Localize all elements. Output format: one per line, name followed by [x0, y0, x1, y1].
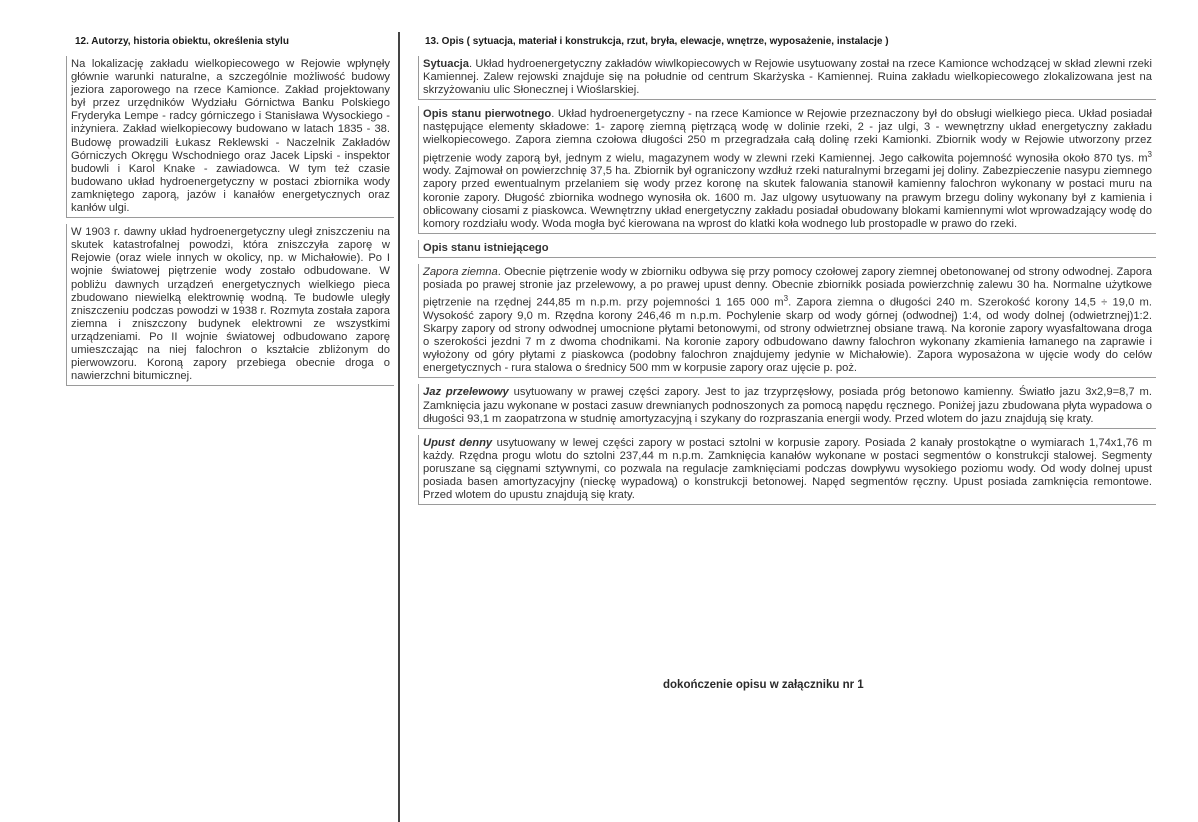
original-state-label: Opis stanu pierwotnego — [423, 108, 552, 121]
existing-state-label-box — [418, 240, 1156, 258]
earth-dam-text-a: . Obecnie piętrzenie wody w zbiorniku odbywa się przy pomocy czołowej zapory ziemnej obetonowanej od strony odwodnej. Zapora posiada po prawej stronie jaz przelewowy, a po prawej upust denny. Obecnie zbiornikk posiada powierzchnię zalewu 30 ha. Normalne użytkowe piętrzenie na rzędnej 244,85 m n.p.m. przy pojemności 1 165 000 m — [423, 265, 1152, 309]
bottom-outlet-label: Upust denny — [423, 436, 493, 449]
situation-text: . Układ hydroenergetyczny zakładów wiwlkopiecowych w Rejowie usytuowany został na rzece Kamionce wchodzącej w skład zlewni rzeki Kamiennej. Zalew rejowski znajduje się na południe od centrum Skarżyska - Kamiennej. Ruina zakładu wielkopiecowego zlokalizowana jest na skrzyżowaniu ulic Słonecznej i Wioślarskiej. — [423, 58, 1152, 97]
section-12-body — [66, 56, 394, 386]
spillway-paragraph — [418, 384, 1156, 428]
original-state-text-b: wody. Zajmował on powierzchnię 37,5 ha. Zbiornik był ograniczony wzdłuż rzeki naturalnymi brzegami jej doliny. Zabezpieczenie nasypu ziemnego zapory przed ewentualnym przelaniem się wody przez koronę na skutek falowania stanowił kamienny falochron wykonany w postaci muru na koronie zapory. Długość zbiornika wodnego wynosiła ok. 1600 m. Jaz ulgowy usytuowany na prawym brzegu doliny wykonany był z kamienia i obłicowany ciosami z piaskowca. Wewnętrzny układ energetyczny zakładu posiadał obudowany blokami kamiennymi wlot wprowadzający wodę do komory rozdziału wody. Woda mogła być kierowana na wprost do klatki koła wodnego lub prostopadle w prawo do rzeki. — [423, 165, 1152, 230]
earth-dam-superscript: 3 — [783, 294, 789, 304]
situation-paragraph — [418, 56, 1156, 100]
history-paragraph-1: Na lokalizację zakładu wielkopiecowego w Rejowie wpłynęły głównie warunki naturalne, a szczególnie możliwość budowy jeziora zaporowego na rzece Kamionce. Zakład projektowany był przez urzędników Wydziału Górnictwa Banku Polskiego Fryderyka Lempe - radcy górniczego i Stanisława Wysockiego - inżyniera. Zakład wielkopiecowy budowano w latach 1835 - 38. Budowę prowadzili Łukasz Reklewski - Naczelnik Zakładów Górniczych Okręgu Wschodniego oraz Jacek Lipski - inspektor budowli i Karol Knake - zawiadowca. W tym też czasie budowano układ hydroenergetyczny w postaci zbiornika wody zamkniętego zaporą, jazów i kanałów energetycznych oraz kanłów ulgi. — [66, 56, 394, 218]
original-state-text-a: . Układ hydroenergetyczny - na rzece Kamionce w Rejowie przeznaczony był do obsługi wielkiego pieca. Układ posiadał następujące elementy składowe: 1- zaporę ziemną piętrzącą wodę w dolinie rzeki, 2 - jaz ulgi, 3 - wewnętrzny układ energetyczny zakładu wielkopiecowego. Zapora ziemna czołowa długości 250 m przegradzała całą dolinę rzeki Kamionki. Zbiornik wody w Rejowie utworzony przez piętrzenie wody zaporą był, jednym z wielu, magazynem wody w zlewni rzeki Kamiennej. Jego całkowita pojemność wynosiła około 870 tys. m — [423, 108, 1152, 165]
spillway-text: usytuowany w prawej części zapory. Jest to jaz trzyprzęsłowy, posiada próg betonowo kamienny. Światło jazu 3x2,9=8,7 m. Zamknięcia jazu wykonane w postaci zasuw drewnianych podnoszonych za pomocą napędu ręcznego. Poniżej jazu zbudowana płyta wypadowa o długości 93,1 m zaopatrzona w studnię amortyzacyjną i szykany do rozpraszania energii wody. Przed wlotem do jazu znajdują się kraty. — [423, 386, 1152, 425]
situation-label: Sytuacja — [423, 58, 470, 70]
original-state-superscript: 3 — [1147, 149, 1152, 159]
bottom-outlet-paragraph — [418, 435, 1156, 505]
continuation-note: dokończenie opisu w załączniku nr 1 — [663, 679, 864, 691]
section-12-heading: 12. Autorzy, historia obiektu, określenia stylu — [75, 36, 289, 47]
earth-dam-label: Zapora ziemna — [423, 265, 498, 278]
original-state-paragraph — [418, 106, 1156, 234]
existing-state-label: Opis stanu istniejącego — [423, 241, 549, 254]
earth-dam-paragraph — [418, 264, 1156, 378]
bottom-outlet-text: usytuowany w lewej części zapory w postaci sztolni w korpusie zapory. Posiada 2 kanały prostokątne o wymiarach 1,74x1,76 m każdy. Rzędna progu wlotu do sztolni 237,44 m n.p.m. Zamknięcia kanałów wykonane w postaci segmentów o konstrukcji stalowej. Segmenty poruszane są cięgnami sztywnymi, co pozwala na regulacje zamknięciami podczas dowpływu wysokiego poziomu wody. Od wody dolnej upust posiada basen amortyzacyjny (nieckę wypadową) o konstrukcji betonowej. Napęd segmentów ręczny. Upust posiada zamknięcia remontowe. Przed wlotem do upustu znajdują się kraty. — [423, 436, 1152, 502]
section-13-body — [418, 56, 1156, 505]
spillway-label: Jaz przelewowy — [423, 386, 509, 399]
column-divider — [398, 32, 400, 822]
history-paragraph-2: W 1903 r. dawny układ hydroenergetyczny uległ zniszczeniu na skutek katastrofalnej powodzi, która zniszczyła zaporę w Rejowie (oraz wiele innych w okolicy, np. w Michałowie). Po I wojnie światowej piętrzenie wody zostało odbudowane. W pobliżu dawnych urządzeń energetycznych wielkiego pieca zbudowano niewielką elektrownię wodną. Te budowle uległy zniszczeniu podczas powodzi w 1938 r. Rozmyta została zapora ziemna i zniszczony budynek elektrowni ze wszystkimi urządzeniami. Po II wojnie światowej odbudowano zaporę umieszczając na niej falochron o kształcie zbliżonym do pierwowzoru. Koroną zapory przebiega obecnie droga o nawierzchni bitumicznej. — [66, 224, 394, 386]
section-13-heading: 13. Opis ( sytuacja, materiał i konstrukcja, rzut, bryła, elewacje, wnętrze, wyposażenie, instalacje ) — [425, 36, 889, 47]
earth-dam-text-b: . Zapora ziemna o długości 240 m. Szerokość korony 14,5 ÷ 19,0 m. Wysokość zapory 9,0 m. Rzędna korony 246,46 m n.p.m. Pochylenie skarp od wody górnej (odwodnej) 1:4, od wody dolnej (odwietrznej)1:2. Skarpy zapory od strony odwodnej umocnione płytami betonowymi, od strony odwietrznej obsiane trawą. Na koronie zapory wyasfaltowana droga o szerokości jezdni 7 m z dwoma chodnikami. Na koronie zapory odbudowano dawny falochron wykonany zkamienia łamanego na zaprawie i wyłożony od góry płytami z piaskowca (podobny falochron znajdujemy jedynie w Michałowie). Zapora wyposażona w ujęcie wody do celów energetycznych - rura stalowa o średnicy 500 mm w korpusie zapory oraz ujęcie p. poż. — [423, 296, 1152, 375]
